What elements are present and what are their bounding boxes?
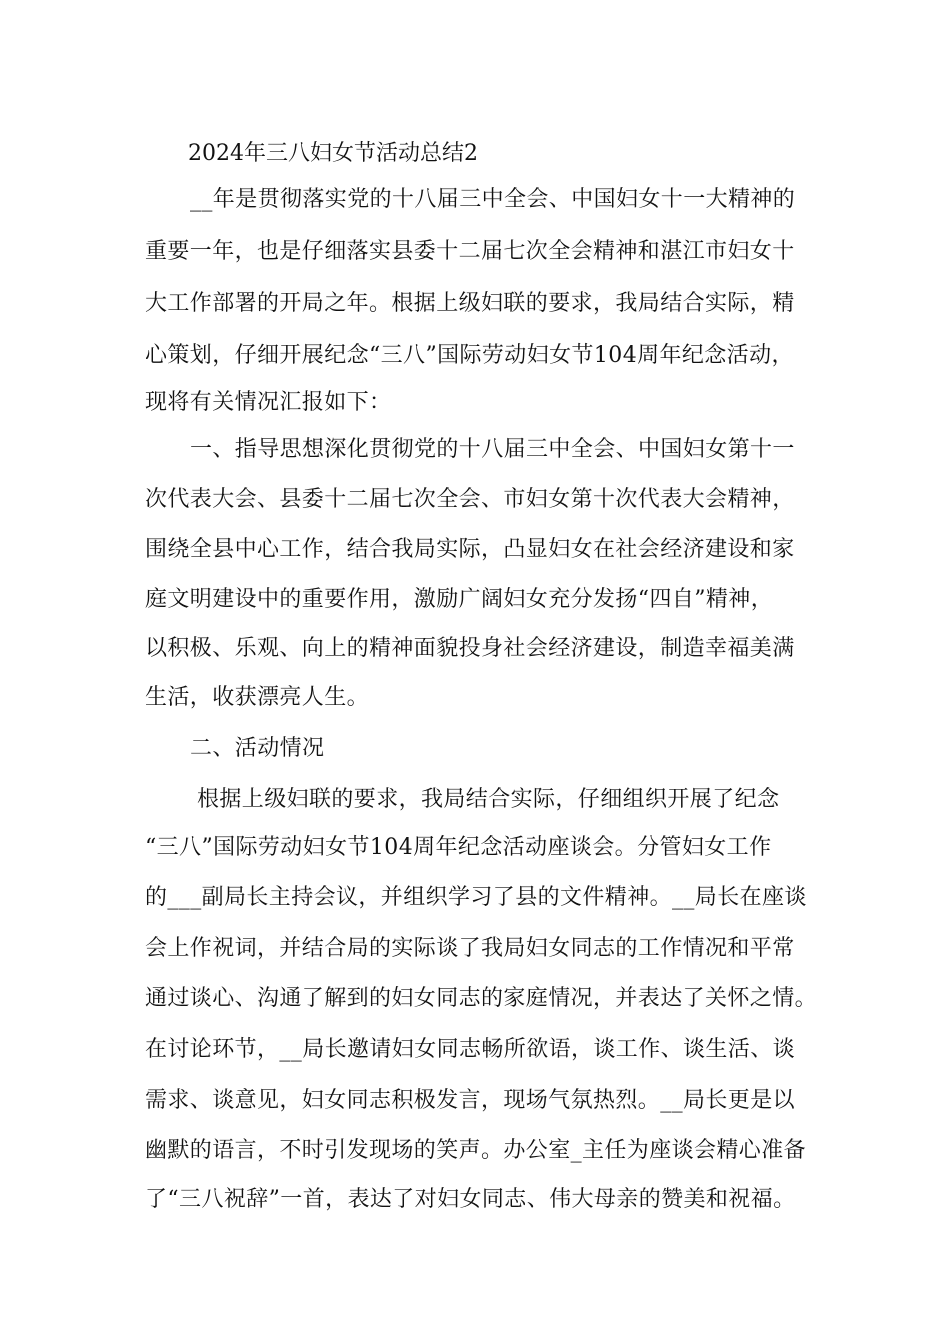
paragraph-line: 了“三八祝辞”一首，表达了对妇女同志、伟大母亲的赞美和祝福。	[145, 1187, 796, 1212]
paragraph-line: 幽默的语言，不时引发现场的笑声。办公室_主任为座谈会精心准备	[145, 1138, 807, 1163]
paragraph-line: 一、指导思想深化贯彻党的十八届三中全会、中国妇女第十一	[190, 437, 795, 462]
paragraph-line: 根据上级妇联的要求，我局结合实际，仔细组织开展了纪念	[197, 787, 780, 812]
paragraph-line: 大工作部署的开局之年。根据上级妇联的要求，我局结合实际，精	[145, 291, 795, 316]
paragraph-line: 通过谈心、沟通了解到的妇女同志的家庭情况，并表达了关怀之情。	[145, 986, 818, 1011]
section-heading: 二、活动情况	[190, 736, 325, 761]
paragraph-line: “三八”国际劳动妇女节104周年纪念活动座谈会。分管妇女工作	[145, 835, 772, 860]
paragraph-line: 在讨论环节，__局长邀请妇女同志畅所欲语，谈工作、谈生活、谈	[145, 1037, 796, 1062]
paragraph-line: 现将有关情况汇报如下：	[145, 390, 392, 415]
paragraph-line: 围绕全县中心工作，结合我局实际，凸显妇女在社会经济建设和家	[145, 537, 795, 562]
paragraph-line: 以积极、乐观、向上的精神面貌投身社会经济建设，制造幸福美满	[145, 636, 795, 661]
paragraph-line: 次代表大会、县委十二届七次全会、市妇女第十次代表大会精神，	[145, 487, 795, 512]
paragraph-line: 生活，收获漂亮人生。	[145, 685, 370, 710]
paragraph-line: 的___副局长主持会议，并组织学习了县的文件精神。__局长在座谈	[145, 885, 807, 910]
paragraph-line: 会上作祝词，并结合局的实际谈了我局妇女同志的工作情况和平常	[145, 936, 795, 961]
paragraph-line: 需求、谈意见，妇女同志积极发言，现场气氛热烈。__局长更是以	[145, 1088, 796, 1113]
paragraph-line: 重要一年，也是仔细落实县委十二届七次全会精神和湛江市妇女十	[145, 239, 795, 264]
document-title: 2024年三八妇女节活动总结2	[188, 141, 478, 166]
paragraph-line: __年是贯彻落实党的十八届三中全会、中国妇女十一大精神的	[190, 187, 796, 212]
paragraph-line: 心策划，仔细开展纪念“三八”国际劳动妇女节104周年纪念活动，	[145, 343, 794, 368]
paragraph-line: 庭文明建设中的重要作用，激励广阔妇女充分发扬“四自”精神，	[145, 587, 774, 612]
